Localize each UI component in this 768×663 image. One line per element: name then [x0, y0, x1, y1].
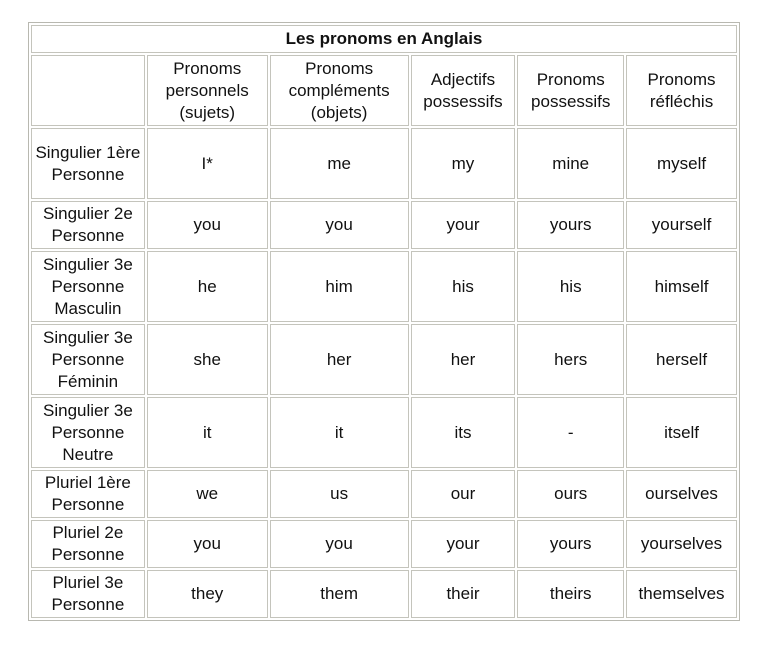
row-label: Singulier 1ère Personne — [31, 128, 145, 199]
table-cell: - — [517, 397, 624, 468]
table-cell: his — [411, 251, 516, 322]
table-cell: her — [270, 324, 409, 395]
table-cell: it — [270, 397, 409, 468]
table-row — [31, 324, 737, 395]
table-cell: yourselves — [626, 520, 737, 568]
table-cell: yourself — [626, 201, 737, 249]
table-cell: theirs — [517, 570, 624, 618]
table-cell: his — [517, 251, 624, 322]
table-cell: yours — [517, 520, 624, 568]
table-cell: its — [411, 397, 516, 468]
table-cell: myself — [626, 128, 737, 199]
table-row — [31, 397, 737, 468]
table-cell: she — [147, 324, 268, 395]
table-cell: mine — [517, 128, 624, 199]
header-reflexive: Pronoms réfléchis — [626, 55, 737, 126]
table-title: Les pronoms en Anglais — [31, 25, 737, 53]
table-cell: us — [270, 470, 409, 518]
table-row — [31, 570, 737, 618]
table-cell: I* — [147, 128, 268, 199]
table-cell: our — [411, 470, 516, 518]
table-cell: my — [411, 128, 516, 199]
table-cell: yours — [517, 201, 624, 249]
row-label: Singulier 2e Personne — [31, 201, 145, 249]
table-cell: ours — [517, 470, 624, 518]
table-cell: him — [270, 251, 409, 322]
table-cell: we — [147, 470, 268, 518]
table-cell: they — [147, 570, 268, 618]
header-object: Pronoms compléments (objets) — [270, 55, 409, 126]
table-cell: herself — [626, 324, 737, 395]
header-empty — [31, 55, 145, 126]
table-cell: your — [411, 201, 516, 249]
header-possessive-pronoun: Pronoms possessifs — [517, 55, 624, 126]
table-cell: you — [147, 520, 268, 568]
table-cell: them — [270, 570, 409, 618]
row-label: Singulier 3e Personne Masculin — [31, 251, 145, 322]
header-row — [31, 55, 737, 126]
table-cell: you — [270, 520, 409, 568]
header-possessive-adjective: Adjectifs possessifs — [411, 55, 516, 126]
table-row — [31, 520, 737, 568]
table-cell: your — [411, 520, 516, 568]
table-cell: it — [147, 397, 268, 468]
table-wrapper — [28, 22, 740, 621]
row-label: Pluriel 3e Personne — [31, 570, 145, 618]
table-cell: themselves — [626, 570, 737, 618]
row-label: Singulier 3e Personne Féminin — [31, 324, 145, 395]
table-cell: he — [147, 251, 268, 322]
table-cell: you — [147, 201, 268, 249]
table-cell: their — [411, 570, 516, 618]
pronouns-table — [28, 22, 740, 621]
table-cell: me — [270, 128, 409, 199]
row-label: Pluriel 1ère Personne — [31, 470, 145, 518]
table-cell: himself — [626, 251, 737, 322]
table-row — [31, 201, 737, 249]
table-cell: ourselves — [626, 470, 737, 518]
table-cell: her — [411, 324, 516, 395]
table-row — [31, 470, 737, 518]
header-personal-subject: Pronoms personnels (sujets) — [147, 55, 268, 126]
table-cell: hers — [517, 324, 624, 395]
table-row — [31, 251, 737, 322]
row-label: Singulier 3e Personne Neutre — [31, 397, 145, 468]
table-cell: you — [270, 201, 409, 249]
table-row — [31, 128, 737, 199]
table-cell: itself — [626, 397, 737, 468]
row-label: Pluriel 2e Personne — [31, 520, 145, 568]
